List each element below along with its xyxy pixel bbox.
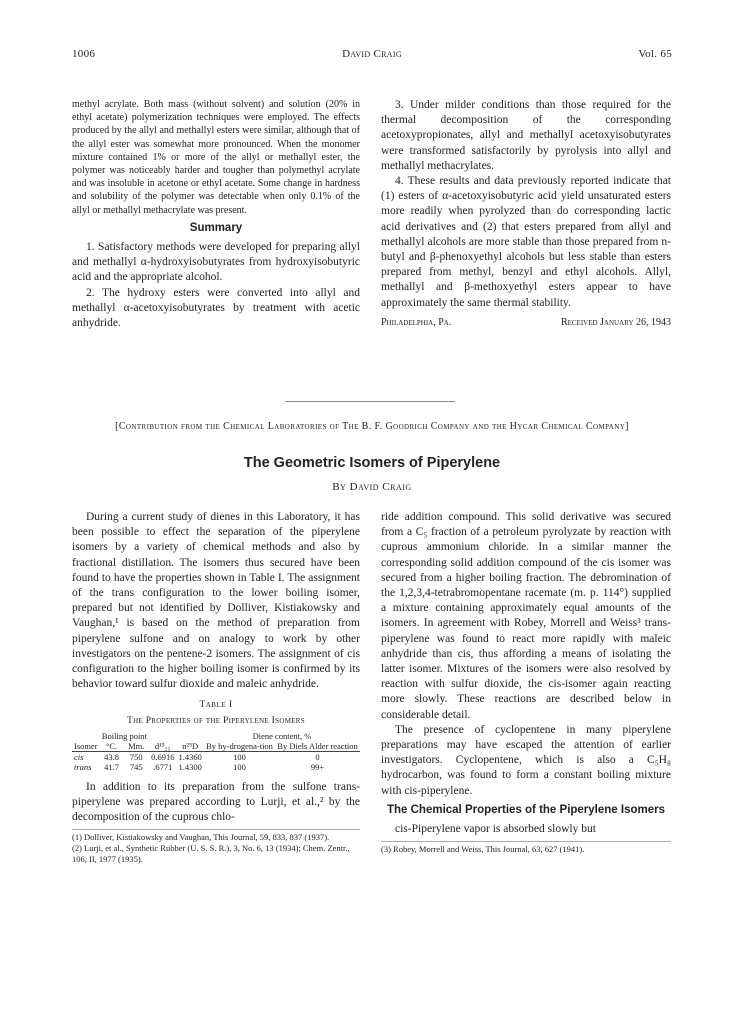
article-byline: By David Craig: [332, 481, 412, 493]
table-cell: 1.4300: [178, 761, 202, 772]
table-cell: .6771: [153, 761, 173, 772]
body-paragraph: The presence of cyclopentene in many piperylene preparations may have escaped the attention of earlier investigators. Cyclopentene, which is also a C₅H₈ hydrocarbon, was found to form a constant boiling mixture with cis-piperylene.: [381, 723, 671, 797]
diene-content-group: Diene content, %: [252, 730, 312, 741]
article-col1: [72, 510, 360, 865]
table-cell: 100: [233, 761, 246, 772]
properties-table: [72, 731, 360, 772]
boiling-point-group: Boiling point: [101, 730, 147, 741]
table-header-cell: n²⁵D: [177, 741, 204, 752]
table-row: [72, 762, 360, 772]
table-cell: 1.4360: [178, 751, 202, 762]
contribution-note: [Contribution from the Chemical Laboratories of The B. F. Goodrich Company and the Hycar Chemical Company]: [115, 421, 629, 432]
received-line: [381, 315, 671, 330]
running-title: David Craig: [342, 48, 402, 60]
summary-item: 4. These results and data previously reported indicate that (1) esters of α-acetoxyisobutyric acid yield unsaturated esters more readily when pyrolyzed than do corresponding lactic acid derivatives and (2) that esters prepared from allyl and methallyl alcohols are more stable than those prepared from n-butyl and β-phenoxyethyl alcohols but less stable than esters prepared from methyl, benzyl and ethyl alcohols. Allyl, methallyl and β-methoxyethyl esters appear to have approximately the same thermal stability.: [381, 175, 671, 309]
table-cell: cis: [74, 751, 84, 762]
prev-article-lead: methyl acrylate. Both mass (without solvent) and solution (20% in ethyl acetate) polymerization techniques were employed. The effects produced by the allyl and methallyl esters were similar, although that of the allyl ester was somewhat more pronounced. When the monomer mixture contained 1% or more of the allyl or methallyl ester, the polymer was noticeably harder and tougher than polymethyl acrylate and was insoluble in acetone or ethyl acetate. Some change in hardness and solubility of the polymer was detectable when only 0.1% of the allyl or methallyl methacrylate was present.: [72, 99, 360, 216]
table-header-cell: Mm.: [123, 741, 149, 752]
footnote: (1) Dolliver, Kistiakowsky and Vaughan, This Journal, 59, 833, 837 (1937).: [72, 832, 330, 843]
footnote: (3) Robey, Morrell and Weiss, This Journal, 63, 627 (1941).: [381, 841, 671, 855]
table-cell: 745: [129, 761, 143, 772]
footnotes: [72, 829, 360, 865]
section-divider: [285, 401, 455, 402]
article-col2: [381, 510, 671, 855]
table-caption: The Properties of the Piperylene Isomers: [127, 715, 305, 726]
running-header: [72, 48, 672, 68]
article-title: The Geometric Isomers of Piperylene: [243, 455, 501, 471]
received-date: Received January 26, 1943: [560, 316, 671, 328]
table-cell: 43.8: [104, 751, 120, 762]
body-paragraph: ride addition compound. This solid derivative was secured from a C₅ fraction of a petroleum pyrolyzate by reaction with cuprous ammonium chloride. In a similar manner the corresponding solid addition compound of the cis isomer was secured from a higher boiling fraction. The debromination of the 1,2,3,4-tetrabromopentane racemate (m. p. 114°) supplied a mixture containing approximately equal amounts of the isomers. In agreement with Robey, Morrell and Weiss³ trans-piperylene was found to react more rapidly with maleic anhydride than cis, thus affording a means of isolating the latter isomer. Mixtures of the isomers were also resolved by reaction with sulfur dioxide, the cis-isomer again reacting more slowly. These reactions are described below in considerable detail.: [381, 511, 671, 721]
volume-label: Vol. 65: [638, 48, 672, 60]
prev-article-col1: [72, 98, 360, 331]
table-label: Table I: [199, 700, 233, 711]
summary-item: 1. Satisfactory methods were developed for preparing allyl and methallyl α-hydroxyisobutyrates from hydroxyisobutyric acid and the appropriate alcohol.: [72, 241, 360, 284]
table-cell: 41.7: [104, 761, 120, 772]
body-paragraph: During a current study of dienes in this Laboratory, it has been possible to effect the separation of the piperylene isomers by a variety of chemical methods and also by fractional distillation. The isomers thus secured have been found to have the properties shown in Table I. The assignment of the trans configuration to the lower boiling isomer, prepared but not identified by Dolliver, Kistiakowsky and Vaughan,¹ is based on the method of preparation from piperylene sulfone and on analogy to work by other investigators on the pentene-2 isomers. The assignment of cis configuration to the higher boiling isomer is confirmed by its behavior toward sulfur dioxide and maleic anhydride.: [72, 511, 360, 691]
summary-item: 3. Under milder conditions than those required for the thermal decomposition of the corresponding acetoxypropionates, allyl and methallyl acetoxyisobutyrates were transformed satisfactorily by pyrolysis into allyl and methallyl methacrylates.: [381, 99, 671, 172]
table-cell: 750: [129, 751, 143, 762]
body-paragraph: cis-Piperylene vapor is absorbed slowly but: [395, 823, 596, 836]
page-number: 1006: [72, 48, 96, 60]
table-header-cell: By hy-drogena-tion: [204, 741, 275, 752]
table-header-cell: Isomer: [72, 741, 100, 752]
section-heading: The Chemical Properties of the Piperylene Isomers: [386, 803, 665, 816]
table-header-cell: By Diels Alder reaction: [275, 741, 360, 752]
table-row: [72, 751, 360, 762]
table-cell: 99+: [310, 761, 325, 772]
table-cell: 100: [233, 751, 246, 762]
table-cell: trans: [74, 761, 92, 772]
table-header-cell: °C.: [100, 741, 124, 752]
table-cell: 0: [315, 751, 320, 762]
footnote: (2) Lurji, et al., Synthetic Rubber (U. S. S. R.), 3, No. 6, 13 (1934); Chem. Zentr., 106, II, 1977 (1935).: [72, 843, 350, 865]
body-paragraph: In addition to its preparation from the sulfone trans-piperylene was prepared according to Lurji, et al.,² by the decomposition of the cuprous chlo-: [72, 780, 360, 824]
summary-item: 2. The hydroxy esters were converted into allyl and methallyl α-acetoxyisobutyrates by treatment with acetic anhydride.: [72, 286, 360, 330]
summary-heading: Summary: [189, 221, 243, 234]
prev-article-col2: [381, 98, 671, 330]
table-header-cell: d¹⁵₂₅: [149, 741, 176, 752]
table-cell: 0.6916: [151, 751, 175, 762]
location: Philadelphia, Pa.: [381, 316, 452, 328]
